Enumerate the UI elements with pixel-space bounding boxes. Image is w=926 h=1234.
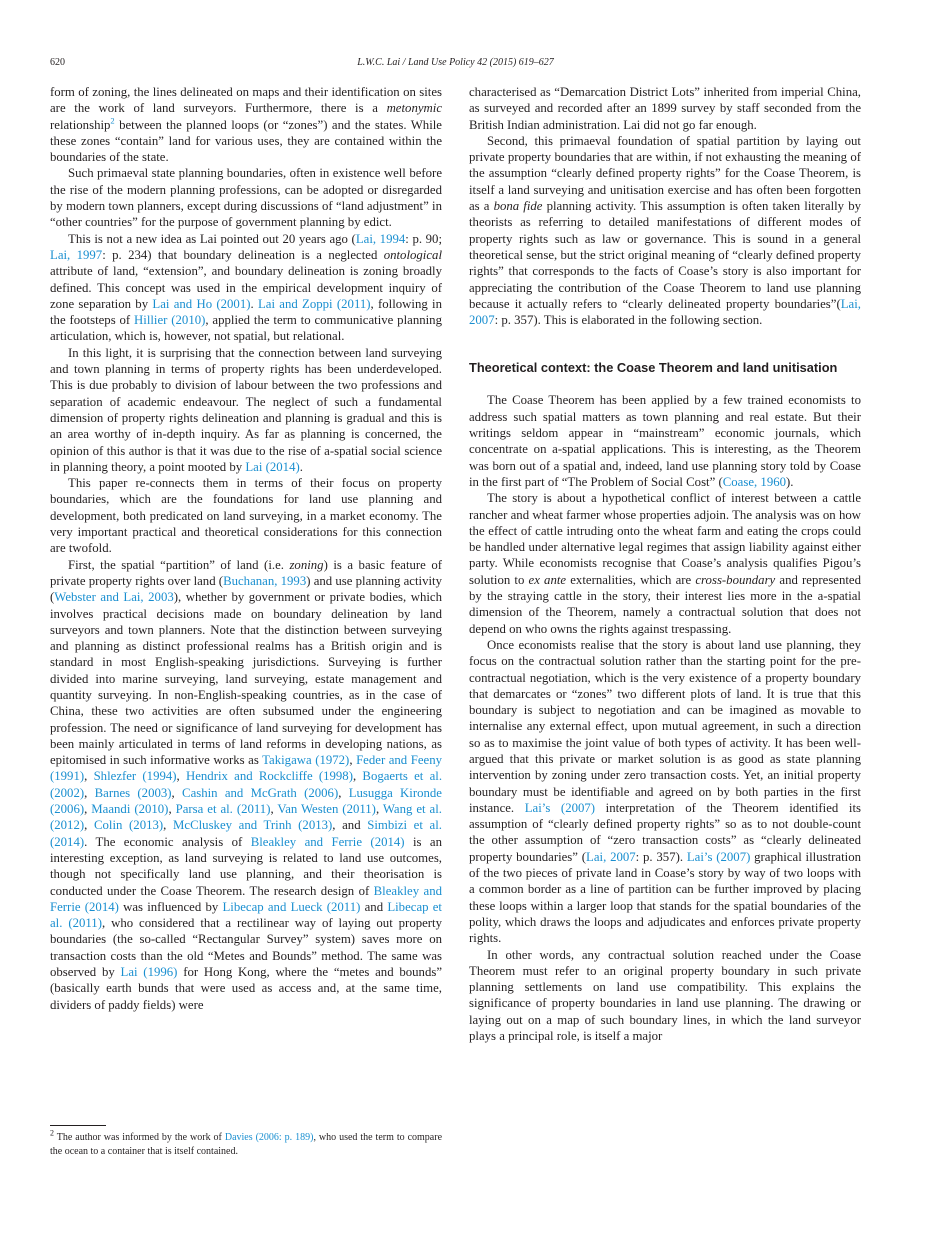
citation-link[interactable]: Lai’s (2007): [524, 800, 596, 815]
citation-link[interactable]: Lai (2014): [245, 459, 300, 474]
citation-link[interactable]: Feder and Feeny (1991): [50, 753, 442, 784]
citation-link[interactable]: Libecap and Lueck (2011): [222, 899, 361, 914]
citation-link[interactable]: Lai and Ho (2001): [152, 296, 251, 311]
footnote-marker[interactable]: 2: [110, 115, 115, 126]
citation-link[interactable]: McCluskey and Trinh (2013): [173, 818, 333, 833]
paragraph: Such primaeval state planning boundaries, often in existence well before the rise of the modern planning professions, can be adopted or disregarded by modern town planners, except during discussions of “land adjustment” in “other countries” for the purpose of government planning by edict.: [50, 166, 442, 230]
running-head: [50, 56, 861, 70]
footnote-number: 2: [50, 1128, 54, 1138]
citation-link[interactable]: Bleakley and Ferrie (2014): [250, 834, 405, 849]
citation-link[interactable]: Wang et al. (2012): [50, 802, 442, 833]
citation-link[interactable]: Lai and Zoppi (2011): [257, 296, 371, 311]
citation-link[interactable]: Parsa et al. (2011): [175, 802, 271, 817]
paragraph: Once economists realise that the story is about land use planning, they focus on the contractual solution rather than the starting point for the pre-contractual negotiation, which is the very existence of a property boundary that demarcates or “zones” two different plots of land. It is true that this boundary is subject to negotiation and can be imagined as movable to internalise any external effect, upon mutual agreement, in such a direction so as to maximise the joint value of both types of activity. It has been well-argued that this private or market solution is as good as state planning intervention by zoning under zero transaction costs. Yet, an initial property boundary must be identifiable and agreed on by both parties in the first instance. Lai’s (2007) interpretation of the Theorem identified its assumption of “clearly defined property rights” so as to not double-count the other assumption of “zero transaction costs” as “clearly delineated property boundaries” (Lai, 2007: p. 357). Lai’s (2007) graphical illustration of the two pieces of private land in Coase’s story by way of two loops with a common border as a line of partition can be further improved by placing these loops within a larger loop that stands for the spatial boundaries of the polity, which draws the loops and adjudicates and enforces private property rights.: [469, 637, 861, 946]
citation-link[interactable]: Lai, 1997: [50, 247, 103, 262]
paragraph: Second, this primaeval foundation of spatial partition by laying out private property boundaries that are within, if not exhausting the meaning of the assumption “clearly defined property rights” for the Coase Theorem, is itself a land surveying and unitisation exercise and has often been forgotten as a bona fide planning activity. This assumption is often taken literally by theorists as referring to detailed manifestations of different modes of property rights such as law or governance. This is sound in a general theoretical sense, but the strict original meaning of “clearly defined property rights” that corresponds to the facts of Coase’s story is also important for appreciating the contribution of the Coase Theorem to land use planning because it actually refers to “clearly delineated property boundaries”(Lai, 2007: p. 357). This is elaborated in the following section.: [469, 133, 861, 328]
paragraph: form of zoning, the lines delineated on maps and their identification on sites are the work of land surveyors. Furthermore, there is a metonymic relationship$^2$ between the planned loops (or “zones”) and the states. While these zones “contain” land for various uses, they are contained within the boundaries of the state.: [50, 85, 442, 165]
citation-link[interactable]: Colin (2013): [93, 818, 164, 833]
paragraph: The story is about a hypothetical conflict of interest between a cattle rancher and wheat farmer whose properties adjoin. The analysis was on how the effect of cattle intruding onto the wheat farm and eating the crops could be handled under alternative legal regimes that assign liability against either party. While economists recognise that Coase’s analysis qualifies Pigou’s solution to ex ante externalities, which are cross-boundary and represented by the straying cattle in the story, their interest lies more in the a-spatial dimension of the Theorem, namely a contractual solution that does not depend on who owns the rights against trespassing.: [469, 491, 862, 636]
citation-link[interactable]: Bogaerts et al. (2002): [50, 769, 443, 800]
citation-link[interactable]: Davies (2006: p. 189): [224, 1132, 314, 1143]
citation-link[interactable]: Lai, 2007: [469, 296, 861, 328]
page-number: 620: [50, 57, 65, 68]
paragraph: This paper re-connects them in terms of their focus on property boundaries, which are the foundations for land use planning and development, both predicated on land surveying, in a market economy. The very important practical and theoretical considerations for this connection are twofold.: [50, 476, 442, 556]
paragraph: First, the spatial “partition” of land (i.e. zoning) is a basic feature of private property rights over land (Buchanan, 1993) and use planning activity (Webster and Lai, 2003), whether by government or private bodies, which involves practical decisions made on boundary delineation by land surveyors and town planners. Note that the distinction between surveying and planning as distinct professional realms has a British origin and is standard in most English-speaking jurisdictions. Surveying is further divided into marine surveying, land surveying, estate management and quantity surveying. In non-English-speaking countries, as in the case of China, these two activities are often subsumed under the engineering profession. The need or significance of land surveying for development has been mainly articulated in terms of land reforms in developing nations, as epitomised in such informative works as Takigawa (1972), Feder and Feeny (1991), Shlezfer (1994), Hendrix and Rockcliffe (1998), Bogaerts et al. (2002), Barnes (2003), Cashin and McGrath (2006), Lusugga Kironde (2006), Maandi (2010), Parsa et al. (2011), Van Westen (2011), Wang et al. (2012), Colin (2013), McCluskey and Trinh (2013), and Simbizi et al. (2014). The economic analysis of Bleakley and Ferrie (2014) is an interesting exception, as land surveying is related to land use outcomes, though not specifically land use planning, and their theorisation is conducted under the Coase Theorem. The research design of Bleakley and Ferrie (2014) was influenced by Libecap and Lueck (2011) and Libecap et al. (2011), who considered that a rectilinear way of laying out property boundaries (the so-called “Rectangular Survey” system) saves more on transaction costs than the old “Metes and Bounds” method. The same was observed by Lai (1996) for Hong Kong, where the “metes and bounds” (basically earth bunds that were used as access and, at the same time, dividers of paddy fields) were: [50, 557, 443, 1012]
citation-link[interactable]: Shlezfer (1994): [93, 769, 177, 784]
section-heading: Theoretical context: the Coase Theorem and land unitisation: [469, 360, 838, 376]
citation-link[interactable]: Lusugga Kironde (2006): [50, 785, 442, 817]
journal-citation-line: L.W.C. Lai / Land Use Policy 42 (2015) 619–627: [357, 57, 554, 68]
footnote-rule: [50, 1125, 106, 1126]
footnote: $^2$ The author was informed by the work of Davies (2006: p. 189), who used the term to compare the ocean to a container that is itself contained.: [50, 1128, 443, 1157]
right-column: [469, 84, 861, 1044]
citation-link[interactable]: Bleakley and Ferrie (2014): [50, 883, 442, 914]
paragraph: The Coase Theorem has been applied by a few trained economists to address such spatial matters as town planning and real estate. But their writings seldom appear in “mainstream” economic journals, which concentrate on a-spatial applications. This is interesting, as the Theorem was born out of a spatial and, indeed, land use planning story told by Coase in the first part of “The Problem of Social Cost” (Coase, 1960).: [469, 393, 861, 489]
citation-link[interactable]: Cashin and McGrath (2006): [182, 785, 339, 800]
citation-link[interactable]: Hendrix and Rockcliffe (1998): [185, 769, 353, 784]
citation-link[interactable]: Simbizi et al. (2014): [50, 818, 442, 849]
paragraph: characterised as “Demarcation District Lots” inherited from imperial China, as surveyed and recorded after an 1899 survey by staff seconded from the British Indian administration. Lai did not go far enough.: [469, 85, 861, 132]
citation-link[interactable]: Takigawa (1972): [262, 753, 350, 768]
citation-link[interactable]: Hillier (2010): [134, 313, 206, 328]
citation-link[interactable]: Barnes (2003): [94, 785, 172, 800]
left-column: [50, 84, 442, 1013]
citation-link[interactable]: Maandi (2010): [91, 802, 169, 817]
paragraph: In this light, it is surprising that the connection between land surveying and town planning in terms of property rights has been underdeveloped. This is due probably to division of labour between the two professions and separation of academic endeavour. The neglect of such a fundamental dimension of property rights delineation and planning is gradual and this is an area worthy of in-depth inquiry. As far as planning is concerned, the opinion of this author is that it was due to the rise of a-spatial social science in planning theory, a point mooted by Lai (2014).: [50, 345, 442, 474]
citation-link[interactable]: Lai, 1994: [355, 231, 406, 246]
paragraph: In other words, any contractual solution reached under the Coase Theorem must refer to an original property boundary in such private planning settlements on land use compatibility. This explains the significance of property boundaries in land use planning. The drawing or laying out on a map of such boundary lines, in which the land surveyor plays a principal role, is itself a major: [469, 947, 861, 1044]
citation-link[interactable]: Buchanan, 1993: [223, 573, 307, 588]
citation-link[interactable]: Coase, 1960: [722, 474, 787, 489]
citation-link[interactable]: Lai’s (2007): [686, 849, 751, 864]
citation-link[interactable]: Libecap et al. (2011): [50, 899, 442, 931]
citation-link[interactable]: Lai, 2007: [586, 849, 636, 864]
citation-link[interactable]: Webster and Lai, 2003: [54, 590, 174, 605]
citation-link[interactable]: Van Westen (2011): [277, 802, 376, 817]
paragraph: This is not a new idea as Lai pointed out 20 years ago (Lai, 1994: p. 90; Lai, 1997: p. 234) that boundary delineation is a neglected ontological attribute of land, “extension”, and boundary delineation is zoning broadly defined. This concept was used in the empirical development inquiry of zone separation by Lai and Ho (2001). Lai and Zoppi (2011), following in the footsteps of Hillier (2010), applied the term to communicative planning articulation, which is, however, not spatial, but relational.: [50, 231, 442, 344]
citation-link[interactable]: Lai (1996): [120, 965, 178, 980]
